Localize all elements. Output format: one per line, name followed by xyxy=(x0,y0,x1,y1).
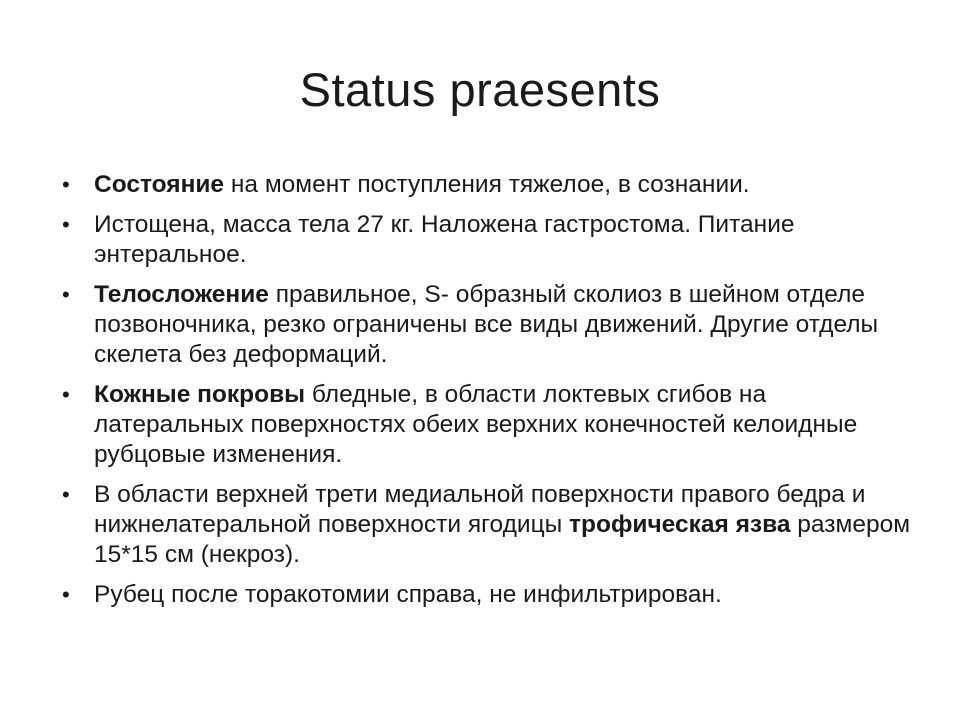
bullet-marker: • xyxy=(62,282,70,307)
bullet-item-state xyxy=(60,170,920,200)
bullet-item-ulcer xyxy=(60,480,920,570)
bullet-marker: • xyxy=(62,382,70,407)
bullet-lead: Кожные покровы xyxy=(94,381,306,408)
bullet-marker: • xyxy=(62,582,70,607)
bullet-text: Рубец после торакотомии справа, не инфильтрирован. xyxy=(94,581,722,608)
bullet-item-scar xyxy=(60,580,920,610)
bullet-lead: Телосложение xyxy=(94,281,269,308)
bullet-marker: • xyxy=(62,482,70,507)
bullet-list xyxy=(60,170,920,620)
bullet-item-skin xyxy=(60,380,920,470)
bullet-item-weight xyxy=(60,210,920,270)
bullet-text: правильное, S- образный сколиоз в шейном отделе позвоночника, резко ограничены все виды движений. Другие отделы скелета без деформаций. xyxy=(94,281,879,368)
bullet-text: бледные, в области локтевых сгибов на латеральных поверхностях обеих верхних конечностей келоидные рубцовые изменения. xyxy=(94,381,858,468)
slide-title: Status praesents xyxy=(299,63,661,116)
bullet-trail-bold: трофическая язва xyxy=(569,511,791,538)
bullet-text: на момент поступления тяжелое, в сознании. xyxy=(224,171,750,198)
bullet-text: В области верхней трети медиальной поверхности правого бедра и нижнелатеральной поверхности ягодицы xyxy=(94,481,866,538)
bullet-item-build xyxy=(60,280,920,370)
bullet-lead: Состояние xyxy=(94,171,225,198)
bullet-marker: • xyxy=(62,172,70,197)
bullet-text: Истощена, масса тела 27 кг. Наложена гастростома. Питание энтеральное. xyxy=(94,211,795,268)
bullet-trail: размером 15*15 см (некроз). xyxy=(94,511,911,568)
bullet-marker: • xyxy=(62,212,70,237)
